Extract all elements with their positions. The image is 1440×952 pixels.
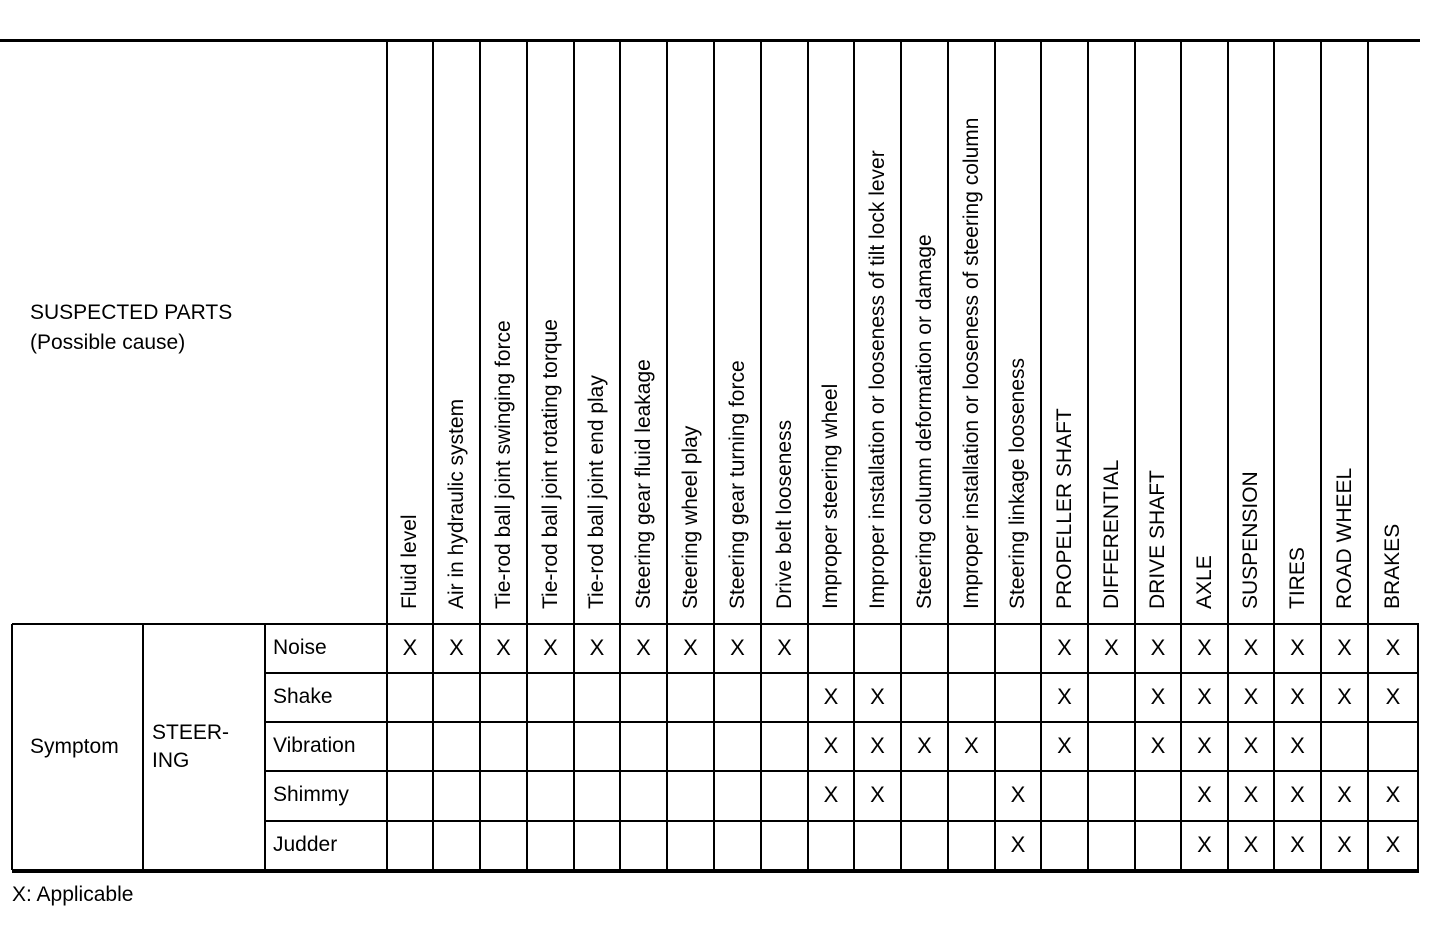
applicable-mark: X — [402, 634, 418, 660]
applicable-mark: X — [870, 732, 885, 758]
applicable-mark: X — [1057, 732, 1072, 758]
column-separator — [807, 41, 809, 624]
applicable-mark: X — [449, 634, 464, 660]
column-header: Steering gear fluid leakage — [631, 359, 655, 609]
applicable-mark: X — [1057, 634, 1072, 660]
applicable-mark: X — [589, 634, 605, 660]
column-separator — [1367, 41, 1369, 624]
applicable-mark: X — [1290, 732, 1305, 758]
applicable-mark: X — [683, 634, 698, 660]
column-separator — [713, 41, 715, 624]
applicable-mark: X — [1150, 634, 1166, 660]
applicable-mark: X — [1337, 831, 1352, 857]
applicable-mark: X — [1243, 782, 1259, 807]
applicable-mark: X — [1197, 683, 1212, 709]
applicable-mark: X — [730, 634, 745, 660]
row-separator — [265, 721, 1419, 723]
column-separator — [479, 41, 481, 624]
applicable-mark: X — [1197, 634, 1212, 660]
symptom-row-label: Noise — [273, 635, 327, 659]
suspected-parts-subtitle: (Possible cause) — [30, 331, 186, 354]
applicable-mark: X — [1243, 634, 1259, 660]
steering-category-line1: STEER- — [152, 721, 230, 744]
applicable-mark: X — [496, 634, 511, 660]
column-separator — [1273, 41, 1275, 624]
body-column-separator — [11, 624, 13, 870]
column-separator — [432, 41, 434, 624]
column-header: Steering linkage looseness — [1006, 358, 1029, 609]
applicable-mark: X — [1010, 782, 1026, 807]
steering-category-line2: ING — [152, 749, 190, 772]
applicable-mark: X — [917, 732, 932, 758]
applicable-mark: X — [823, 732, 839, 758]
body-column-separator — [619, 624, 621, 870]
column-separator — [1180, 41, 1182, 624]
applicable-mark: X — [1243, 683, 1259, 709]
column-separator — [994, 41, 996, 624]
column-header: Improper steering wheel — [819, 383, 842, 609]
applicable-mark: X — [1290, 634, 1305, 660]
column-header: BRAKES — [1381, 523, 1404, 609]
applicable-mark: X — [870, 683, 885, 709]
applicable-mark: X — [543, 634, 558, 660]
column-header: TIRES — [1285, 547, 1309, 609]
column-separator — [900, 41, 902, 624]
applicable-mark: X — [1385, 634, 1401, 660]
applicable-mark: X — [777, 634, 792, 660]
symptom-row-label: Shimmy — [273, 783, 349, 806]
body-column-separator — [386, 624, 388, 870]
symptom-row-label: Shake — [273, 684, 333, 708]
column-separator — [619, 41, 621, 624]
applicable-mark: X — [1385, 831, 1401, 857]
row-separator — [265, 820, 1419, 822]
column-separator — [947, 41, 949, 624]
applicable-mark: X — [823, 782, 839, 807]
applicable-mark: X — [1385, 782, 1401, 807]
suspected-parts-title: SUSPECTED PARTS — [30, 301, 233, 324]
column-header: Tie-rod ball joint swinging force — [491, 320, 515, 609]
column-separator — [1087, 41, 1089, 624]
row-separator — [265, 672, 1419, 674]
applicable-mark: X — [1290, 782, 1305, 807]
column-header: PROPELLER SHAFT — [1052, 408, 1076, 609]
column-header: Drive belt looseness — [772, 419, 796, 609]
column-header: Fluid level — [398, 514, 421, 609]
table-top-border — [0, 39, 1420, 42]
applicable-mark: X — [1385, 683, 1401, 709]
column-header: AXLE — [1192, 555, 1216, 609]
applicable-mark: X — [1010, 831, 1026, 857]
body-column-separator — [479, 624, 481, 870]
column-header: Tie-rod ball joint end play — [585, 375, 608, 609]
column-header: Air in hydraulic system — [444, 398, 468, 609]
column-separator — [1134, 41, 1136, 624]
column-header: Steering wheel play — [678, 425, 702, 609]
symptom-label: Symptom — [30, 735, 119, 758]
applicable-mark: X — [1243, 732, 1259, 758]
body-column-separator — [760, 624, 762, 870]
applicable-mark: X — [823, 683, 839, 709]
table-bottom-border — [12, 869, 1419, 873]
column-header: Steering gear turning force — [725, 360, 749, 609]
applicable-mark: X — [1150, 732, 1166, 758]
column-separator — [853, 41, 855, 624]
column-separator — [1040, 41, 1042, 624]
applicable-mark: X — [1337, 683, 1352, 709]
column-header: SUSPENSION — [1239, 471, 1262, 609]
applicable-mark: X — [1337, 782, 1352, 807]
column-header: ROAD WHEEL — [1332, 467, 1356, 609]
column-separator — [666, 41, 668, 624]
column-header: Tie-rod ball joint rotating torque — [538, 319, 562, 609]
body-column-separator — [666, 624, 668, 870]
column-separator — [526, 41, 528, 624]
column-separator — [573, 41, 575, 624]
column-header: DIFFERENTIAL — [1099, 459, 1123, 609]
applicable-mark: X — [1337, 634, 1352, 660]
applicable-mark: X — [1104, 634, 1119, 660]
body-column-separator — [1417, 624, 1419, 870]
applicable-mark: X — [1150, 683, 1166, 709]
column-separator — [760, 41, 762, 624]
footnote: X: Applicable — [12, 883, 134, 906]
body-column-separator — [264, 624, 266, 870]
header-bottom-border — [12, 623, 1419, 625]
applicable-mark: X — [1290, 683, 1305, 709]
body-column-separator — [142, 624, 144, 870]
column-header: Improper installation or looseness of steering column — [959, 117, 983, 609]
column-separator — [386, 41, 388, 624]
applicable-mark: X — [636, 634, 651, 660]
body-column-separator — [713, 624, 715, 870]
applicable-mark: X — [1290, 831, 1305, 857]
body-column-separator — [432, 624, 434, 870]
column-header: Steering column deformation or damage — [912, 234, 936, 609]
column-header: DRIVE SHAFT — [1146, 470, 1169, 609]
body-column-separator — [573, 624, 575, 870]
symptom-row-label: Vibration — [273, 733, 356, 757]
applicable-mark: X — [1057, 683, 1072, 709]
symptom-row-label: Judder — [273, 832, 338, 856]
applicable-mark: X — [870, 782, 885, 807]
applicable-mark: X — [1243, 831, 1259, 857]
column-header: Improper installation or looseness of tilt lock lever — [865, 150, 889, 609]
body-column-separator — [526, 624, 528, 870]
column-separator — [1227, 41, 1229, 624]
applicable-mark: X — [1197, 782, 1212, 807]
applicable-mark: X — [1197, 831, 1212, 857]
applicable-mark: X — [1197, 732, 1212, 758]
row-separator — [265, 770, 1419, 772]
applicable-mark: X — [964, 732, 979, 758]
column-separator — [1320, 41, 1322, 624]
